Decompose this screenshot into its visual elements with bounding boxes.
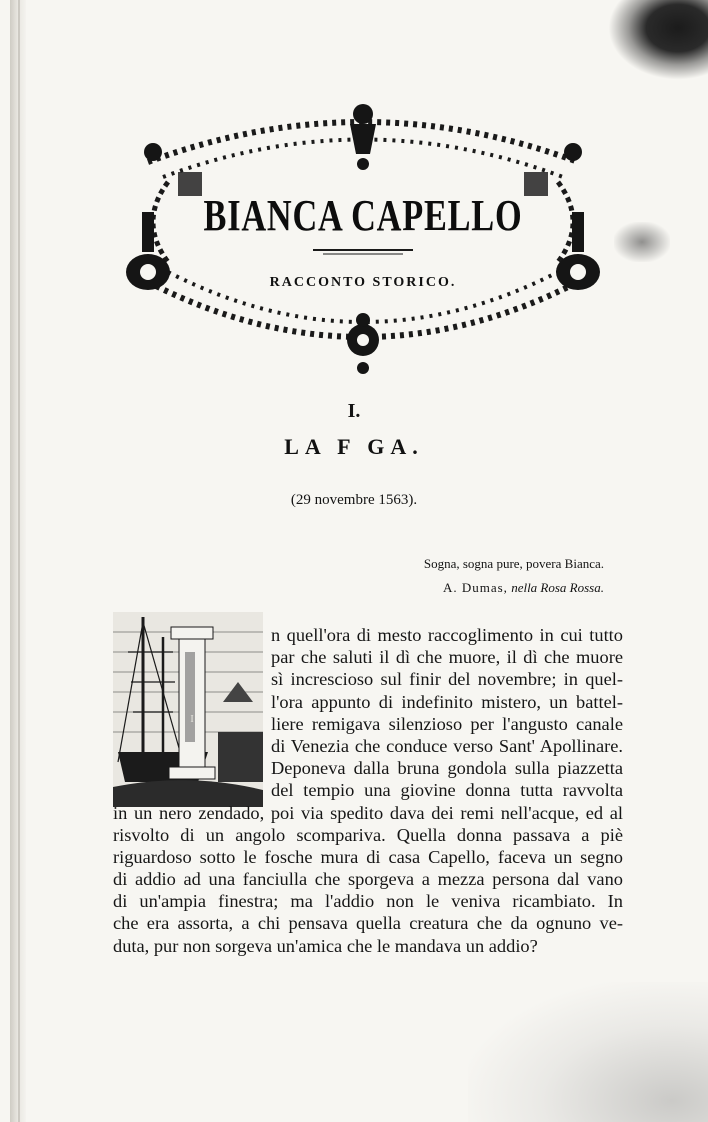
chapter-number: I. [347, 400, 361, 422]
ornamental-frame [108, 92, 618, 392]
foxing-bottom-right [468, 982, 708, 1122]
epigraph [424, 552, 604, 600]
text-line: l'ora appunto di indefinito mistero, un battel- [271, 691, 623, 712]
ink-stain-top-right [608, 0, 708, 80]
text-line: par che saluti il dì che muore, il dì che muore [271, 647, 623, 668]
binding-crease [18, 0, 20, 1122]
text-line: n quell'ora di mesto raccoglimento in cui tutto [271, 625, 623, 645]
text-line: sì increscioso sul finir del novembre; in quel- [271, 669, 623, 690]
text-line: in un nero zendado, poi via spedito dava dei remi nell'acque, ed al [113, 802, 623, 823]
chapter-title: LA F GA. [284, 434, 424, 459]
chapter-date: (29 novembre 1563). [290, 492, 418, 508]
text-line: del tempio una giovine donna tutta ravvolta [271, 780, 623, 801]
text-line: risvolto di un angolo scompariva. Quella donna passava a piè [113, 824, 623, 845]
text-line: riguardoso sotto le fosche mura di casa Capello, faceva un segno [113, 846, 623, 867]
text-line: Deponeva dalla bruna gondola sulla piazzetta [271, 758, 623, 779]
text-line: che era assorta, a chi pensava quella creatura che da ognuno ve- [113, 913, 623, 934]
initial-letter: I [190, 714, 194, 725]
epigraph-quote: Sogna, sogna pure, povera Bianca. [423, 556, 604, 571]
book-title: BIANCA CAPELLO [203, 191, 523, 240]
body-paragraph [113, 624, 623, 957]
text-line: liere remigava silenzioso per l'angusto canale [271, 713, 623, 734]
book-subtitle: RACCONTO STORICO. [269, 275, 457, 290]
text-line: di un'ampia finestra; ma l'addio non le veniva ricambiato. In [113, 891, 623, 912]
epigraph-author: A. Dumas, [442, 580, 508, 595]
title-cartouche [108, 92, 618, 392]
text-line: di Venezia che conduce verso Sant' Apollinare. [271, 735, 623, 756]
text-line: duta, pur non sorgeva un'amica che le mandava un addio? [113, 935, 538, 956]
smudge-right-margin [614, 222, 670, 262]
epigraph-attribution [424, 576, 604, 600]
text-line: di addio ad una fanciulla che sporgeva a mezza persona dal vano [113, 869, 623, 890]
epigraph-source: nella Rosa Rossa. [511, 580, 604, 595]
